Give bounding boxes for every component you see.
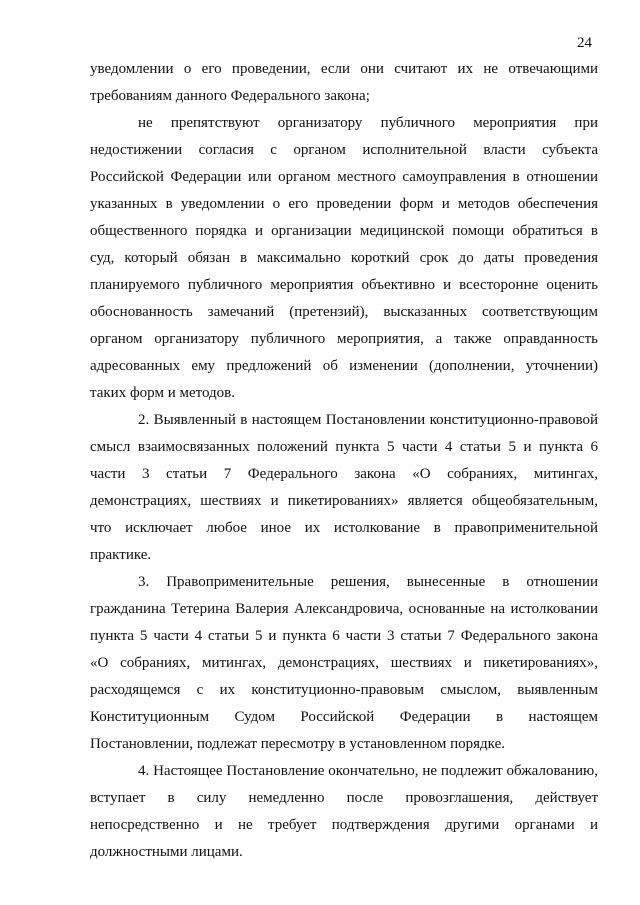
text-line: 3. Правоприменительные решения, вынесенные в отношении: [138, 574, 598, 590]
text-line: уведомлении о его проведении, если они считают их не отвечающими: [90, 61, 598, 77]
text-line: органом организатору публичного мероприятия, а также оправданность: [90, 331, 598, 347]
text-line: Конституционным Судом Российской Федерации в настоящем: [90, 709, 598, 725]
text-line: расходящемся с их конституционно-правовым смыслом, выявленным: [90, 682, 598, 698]
page-number: 24: [577, 35, 592, 51]
text-line: суд, который обязан в максимально короткий срок до даты проведения: [90, 250, 598, 266]
text-line: вступает в силу немедленно после провозглашения, действует: [90, 790, 598, 806]
text-line: адресованных ему предложений об изменении (дополнении, уточнении): [90, 358, 598, 374]
paragraph-continuation: [90, 56, 598, 110]
text-line: 4. Настоящее Постановление окончательно, не подлежит обжалованию,: [138, 763, 598, 779]
text-line: общественного порядка и организации медицинской помощи обратиться в: [90, 223, 598, 239]
paragraph-clause: [90, 110, 598, 407]
text-line: Российской Федерации или органом местного самоуправления в отношении: [90, 169, 598, 185]
text-line: не препятствуют организатору публичного мероприятия при: [138, 115, 598, 131]
paragraph-item-4: [90, 758, 598, 866]
text-line: части 3 статьи 7 Федерального закона «О собраниях, митингах,: [90, 466, 598, 482]
text-line: «О собраниях, митингах, демонстрациях, шествиях и пикетированиях»,: [90, 655, 598, 671]
text-line: недостижении согласия с органом исполнительной власти субъекта: [90, 142, 598, 158]
text-line: смысл взаимосвязанных положений пункта 5 части 4 статьи 5 и пункта 6: [90, 439, 598, 455]
document-body: [90, 56, 598, 866]
text-line: непосредственно и не требует подтверждения другими органами и: [90, 817, 598, 833]
text-line: Постановлении, подлежат пересмотру в установленном порядке.: [90, 736, 505, 752]
paragraph-item-3: [90, 569, 598, 758]
text-line: таких форм и методов.: [90, 385, 236, 401]
text-line: требованиям данного Федерального закона;: [90, 88, 370, 104]
text-line: демонстрациях, шествиях и пикетированиях» является общеобязательным,: [90, 493, 598, 509]
text-line: должностными лицами.: [90, 844, 243, 860]
text-line: пункта 5 части 4 статьи 5 и пункта 6 части 3 статьи 7 Федерального закона: [90, 628, 598, 644]
paragraph-item-2: [90, 407, 598, 569]
text-line: практике.: [90, 547, 152, 563]
text-line: 2. Выявленный в настоящем Постановлении конституционно-правовой: [138, 412, 598, 428]
text-line: обоснованность замечаний (претензий), высказанных соответствующим: [90, 304, 598, 320]
text-line: гражданина Тетерина Валерия Александровича, основанные на истолковании: [90, 601, 598, 617]
text-line: что исключает любое иное их истолкование в правоприменительной: [90, 520, 598, 536]
text-line: планируемого публичного мероприятия объективно и всесторонне оценить: [90, 277, 598, 293]
text-line: указанных в уведомлении о его проведении форм и методов обеспечения: [90, 196, 598, 212]
